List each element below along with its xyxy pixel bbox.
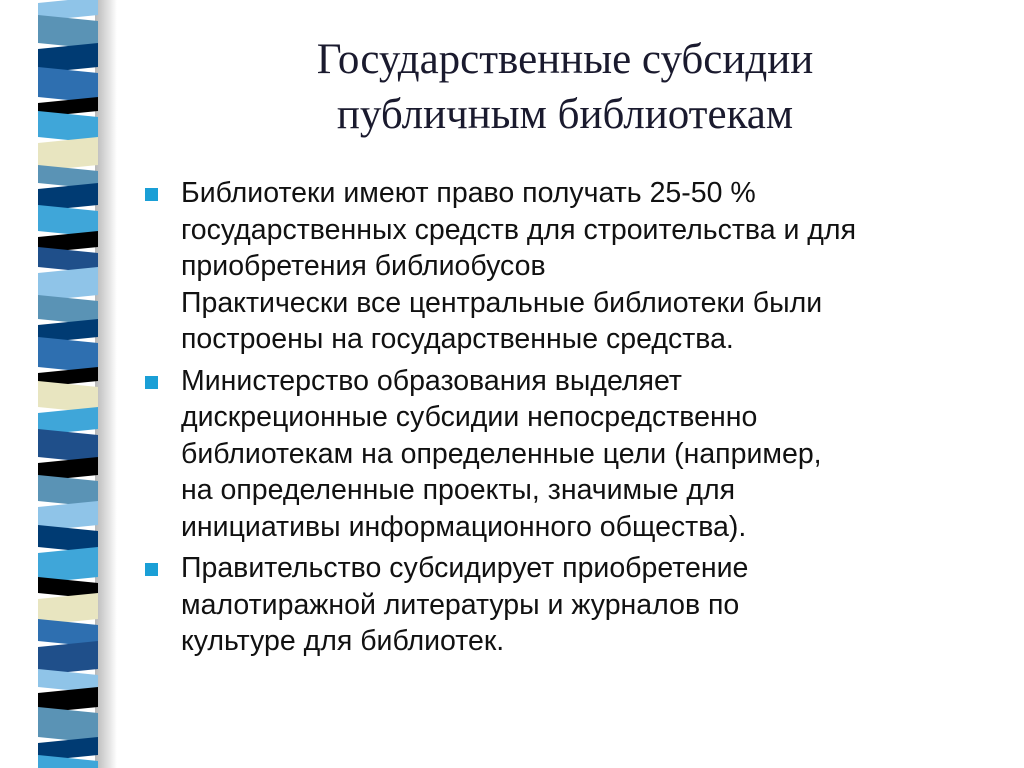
bullet-3-line-2: малотиражной литературы и журналов по bbox=[181, 588, 740, 621]
bullet-list bbox=[145, 175, 1005, 665]
bullet-item-2 bbox=[145, 363, 1005, 546]
bullet-2-line-2: дискреционные субсидии непосредственно bbox=[181, 401, 758, 433]
stripe-segment bbox=[38, 267, 98, 301]
bullet-3-line-3: культуре для библиотек. bbox=[181, 625, 505, 657]
stripe-shadow bbox=[95, 0, 117, 768]
stripe-segment bbox=[38, 707, 98, 743]
title-line-2: публичным библиотекам bbox=[336, 91, 794, 138]
bullet-1-line-1: Библиотеки имеют право получать 25-50 % bbox=[181, 177, 756, 209]
stripe-segment bbox=[38, 429, 98, 463]
stripe-segment bbox=[38, 137, 98, 171]
square-bullet-icon bbox=[145, 563, 158, 576]
bullet-1-line-4: Практически все центральные библиотеки были bbox=[181, 286, 823, 319]
square-bullet-icon bbox=[145, 376, 158, 389]
bullet-2-line-4: на определенные проекты, значимые для bbox=[181, 474, 736, 506]
bullet-1-line-3: приобретения библиобусов bbox=[181, 250, 546, 282]
bullet-item-1 bbox=[145, 175, 1005, 358]
decorative-stripe-band bbox=[38, 0, 98, 768]
stripe-svg bbox=[38, 0, 98, 768]
bullet-1-line-5: построены на государственные средства. bbox=[181, 323, 734, 355]
square-bullet-icon bbox=[145, 188, 158, 201]
slide-title bbox=[150, 32, 980, 142]
bullet-2-line-1: Министерство образования выделяет bbox=[181, 364, 682, 397]
bullet-3-line-1: Правительство субсидирует приобретение bbox=[181, 552, 749, 584]
bullet-2-line-3: библиотекам на определенные цели (например, bbox=[181, 437, 822, 470]
stripe-segment bbox=[38, 67, 98, 103]
title-line-1: Государственные субсидии bbox=[316, 36, 814, 83]
bullet-1-line-2: государственных средств для строительства и для bbox=[181, 213, 856, 246]
bullet-item-3 bbox=[145, 550, 1005, 660]
stripe-segment bbox=[38, 547, 98, 583]
bullet-2-line-5: инициативы информационного общества). bbox=[181, 510, 747, 543]
stripe-segment bbox=[38, 337, 98, 373]
